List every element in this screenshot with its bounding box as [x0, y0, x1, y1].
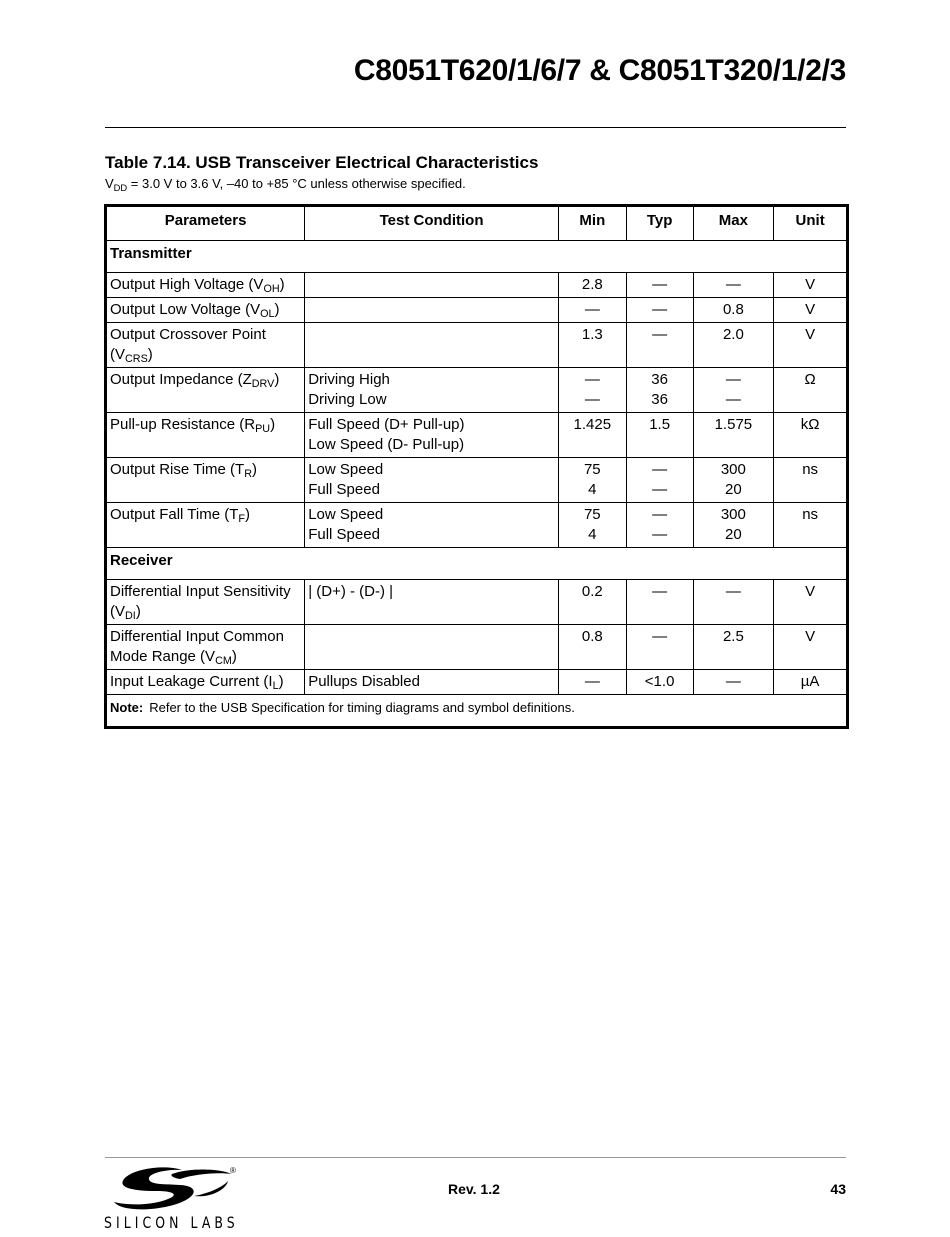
test-condition-value: Driving Low: [308, 391, 387, 408]
typ-cell: [626, 413, 693, 458]
typ-value: —: [652, 506, 668, 523]
parameter-cell: [106, 580, 305, 625]
table-row: [106, 323, 848, 368]
table-header-row: [106, 206, 848, 241]
min-value: 4: [588, 481, 597, 498]
header-min: Min: [558, 206, 626, 241]
parameter-tail: ): [252, 461, 258, 478]
table-row: [106, 503, 848, 548]
header-rule: [105, 127, 846, 128]
parameter-subscript: OH: [263, 283, 280, 295]
max-cell: [693, 323, 774, 368]
max-cell: [693, 273, 774, 298]
parameter-name: Pull-up Resistance (R: [110, 416, 256, 433]
test-condition-value: Pullups Disabled: [308, 673, 420, 690]
table-note-row: [106, 695, 848, 728]
max-cell: [693, 458, 774, 503]
typ-value: —: [652, 326, 668, 343]
parameter-name: Output Fall Time (T: [110, 506, 239, 523]
revision-label: Rev. 1.2: [448, 1181, 500, 1197]
footer-rule: [105, 1157, 846, 1158]
max-value: 0.8: [722, 301, 744, 318]
parameter-tail: ): [135, 603, 141, 620]
typ-cell: [626, 458, 693, 503]
max-value: —: [725, 371, 741, 388]
parameter-cell: [106, 625, 305, 670]
header-test-condition: Test Condition: [305, 206, 559, 241]
min-cell: [558, 298, 626, 323]
note-text: Refer to the USB Specification for timing diagrams and symbol definitions.: [149, 700, 575, 715]
document-title: C8051T620/1/6/7 & C8051T320/1/2/3: [353, 54, 846, 87]
table-row: [106, 298, 848, 323]
parameter-tail: ): [278, 673, 284, 690]
parameter-subscript: R: [244, 468, 253, 480]
parameter-name: Output Impedance (Z: [110, 371, 252, 388]
min-value: —: [584, 673, 600, 690]
parameter-cell: [106, 413, 305, 458]
unit-cell: V: [774, 273, 848, 298]
min-value: 75: [583, 506, 601, 523]
max-value: —: [725, 673, 741, 690]
typ-value: —: [652, 583, 668, 600]
silicon-labs-logo: [104, 1166, 244, 1234]
max-value: 2.0: [722, 326, 744, 343]
table-row: [106, 625, 848, 670]
typ-cell: [626, 503, 693, 548]
parameter-cell: [106, 298, 305, 323]
table-row: [106, 580, 848, 625]
max-cell: [693, 413, 774, 458]
min-cell: [558, 273, 626, 298]
max-value: 2.5: [722, 628, 744, 645]
min-cell: [558, 368, 626, 413]
max-value: —: [725, 276, 741, 293]
max-cell: [693, 503, 774, 548]
max-cell: [693, 625, 774, 670]
unit-cell: V: [774, 580, 848, 625]
header-parameters: Parameters: [106, 206, 305, 241]
unit-cell: V: [774, 298, 848, 323]
table-note: [106, 695, 848, 728]
max-cell: [693, 670, 774, 695]
silicon-labs-swoosh-icon: [110, 1166, 234, 1210]
conditions-text: = 3.0 V to 3.6 V, –40 to +85 °C unless otherwise specified.: [127, 176, 466, 191]
parameter-cell: [106, 323, 305, 368]
typ-cell: [626, 273, 693, 298]
min-cell: [558, 458, 626, 503]
typ-value: 1.5: [649, 416, 671, 433]
test-condition-value: Low Speed: [308, 461, 384, 478]
parameter-name: Differential Input Common Mode Range (V: [110, 628, 284, 665]
unit-cell: kΩ: [774, 413, 848, 458]
parameter-subscript: L: [272, 680, 279, 692]
min-cell: [558, 503, 626, 548]
typ-value: —: [652, 481, 668, 498]
parameter-tail: ): [147, 346, 153, 363]
typ-value: —: [652, 461, 668, 478]
typ-cell: [626, 670, 693, 695]
logo-text: SILICON LABS: [104, 1213, 239, 1232]
parameter-name: Output Crossover Point (V: [110, 326, 266, 363]
conditions-subscript: DD: [113, 183, 128, 193]
typ-value: —: [652, 301, 668, 318]
header-unit: Unit: [774, 206, 848, 241]
page-number: 43: [830, 1181, 846, 1197]
test-condition-cell: [305, 458, 559, 503]
unit-cell: ns: [774, 458, 848, 503]
parameter-subscript: F: [238, 513, 245, 525]
min-cell: [558, 323, 626, 368]
max-cell: [693, 298, 774, 323]
unit-cell: ns: [774, 503, 848, 548]
unit-cell: V: [774, 625, 848, 670]
parameter-tail: ): [231, 648, 237, 665]
max-value: 300: [720, 461, 746, 478]
parameter-subscript: OL: [260, 308, 275, 320]
unit-cell: µA: [774, 670, 848, 695]
parameter-name: Differential Input Sensitivity (V: [110, 583, 291, 620]
parameter-tail: ): [279, 276, 285, 293]
max-value: —: [725, 391, 741, 408]
test-condition-cell: [305, 625, 559, 670]
parameter-subscript: CRS: [125, 353, 148, 365]
test-condition-cell: [305, 273, 559, 298]
test-condition-cell: [305, 503, 559, 548]
parameter-tail: ): [274, 301, 280, 318]
parameter-tail: ): [274, 371, 280, 388]
test-condition-value: Full Speed: [308, 526, 380, 543]
header-typ: Typ: [626, 206, 693, 241]
parameter-tail: ): [244, 506, 250, 523]
typ-value: —: [652, 276, 668, 293]
min-cell: [558, 670, 626, 695]
max-value: 1.575: [714, 416, 753, 433]
parameter-tail: ): [270, 416, 276, 433]
max-cell: [693, 368, 774, 413]
max-value: —: [725, 583, 741, 600]
min-value: —: [584, 391, 600, 408]
table-row: [106, 670, 848, 695]
typ-value: <1.0: [644, 673, 675, 690]
test-condition-cell: [305, 580, 559, 625]
conditions-prefix: V: [105, 176, 114, 191]
min-cell: [558, 625, 626, 670]
typ-value: 36: [651, 371, 668, 388]
max-cell: [693, 580, 774, 625]
min-value: —: [584, 371, 600, 388]
parameter-cell: [106, 273, 305, 298]
parameter-name: Output Low Voltage (V: [110, 301, 261, 318]
min-cell: [558, 413, 626, 458]
table-row: [106, 273, 848, 298]
table-row: [106, 458, 848, 503]
registered-mark: ®: [230, 1166, 236, 1175]
section-row-transmitter: [106, 241, 848, 273]
note-label: Note:: [110, 700, 144, 715]
parameter-cell: [106, 503, 305, 548]
test-condition-value: Low Speed (D- Pull-up): [308, 436, 465, 453]
parameter-subscript: DI: [125, 610, 136, 622]
test-condition-value: Full Speed: [308, 481, 380, 498]
table-caption: Table 7.14. USB Transceiver Electrical Characteristics: [105, 153, 539, 172]
min-value: 1.3: [581, 326, 603, 343]
min-value: 2.8: [581, 276, 603, 293]
section-title: Receiver: [106, 548, 848, 580]
parameter-cell: [106, 458, 305, 503]
test-condition-cell: [305, 670, 559, 695]
section-title: Transmitter: [106, 241, 848, 273]
typ-value: —: [652, 628, 668, 645]
parameter-name: Output High Voltage (V: [110, 276, 264, 293]
min-value: 4: [588, 526, 597, 543]
header-max: Max: [693, 206, 774, 241]
parameter-name: Input Leakage Current (I: [110, 673, 273, 690]
test-condition-value: Driving High: [308, 371, 390, 388]
typ-cell: [626, 368, 693, 413]
usb-transceiver-table: [104, 204, 849, 729]
parameter-subscript: CM: [215, 655, 232, 667]
min-value: 0.2: [581, 583, 603, 600]
typ-value: 36: [651, 391, 668, 408]
min-value: 1.425: [573, 416, 612, 433]
section-row-receiver: [106, 548, 848, 580]
test-condition-cell: [305, 323, 559, 368]
parameter-name: Output Rise Time (T: [110, 461, 245, 478]
test-condition-value: Low Speed: [308, 506, 384, 523]
table-row: [106, 413, 848, 458]
test-condition-cell: [305, 298, 559, 323]
max-value: 20: [725, 526, 742, 543]
typ-cell: [626, 323, 693, 368]
typ-cell: [626, 625, 693, 670]
typ-cell: [626, 580, 693, 625]
max-value: 20: [725, 481, 742, 498]
typ-value: —: [652, 526, 668, 543]
unit-cell: Ω: [774, 368, 848, 413]
table-row: [106, 368, 848, 413]
min-value: —: [584, 301, 600, 318]
unit-cell: V: [774, 323, 848, 368]
test-condition-value: Full Speed (D+ Pull-up): [308, 416, 465, 433]
min-cell: [558, 580, 626, 625]
table-conditions: [105, 176, 466, 191]
parameter-cell: [106, 670, 305, 695]
test-condition-cell: [305, 413, 559, 458]
min-value: 0.8: [581, 628, 603, 645]
test-condition-value: | (D+) - (D-) |: [308, 583, 394, 600]
test-condition-cell: [305, 368, 559, 413]
typ-cell: [626, 298, 693, 323]
parameter-subscript: PU: [255, 423, 271, 435]
parameter-subscript: DRV: [251, 378, 275, 390]
max-value: 300: [720, 506, 746, 523]
min-value: 75: [583, 461, 601, 478]
parameter-cell: [106, 368, 305, 413]
